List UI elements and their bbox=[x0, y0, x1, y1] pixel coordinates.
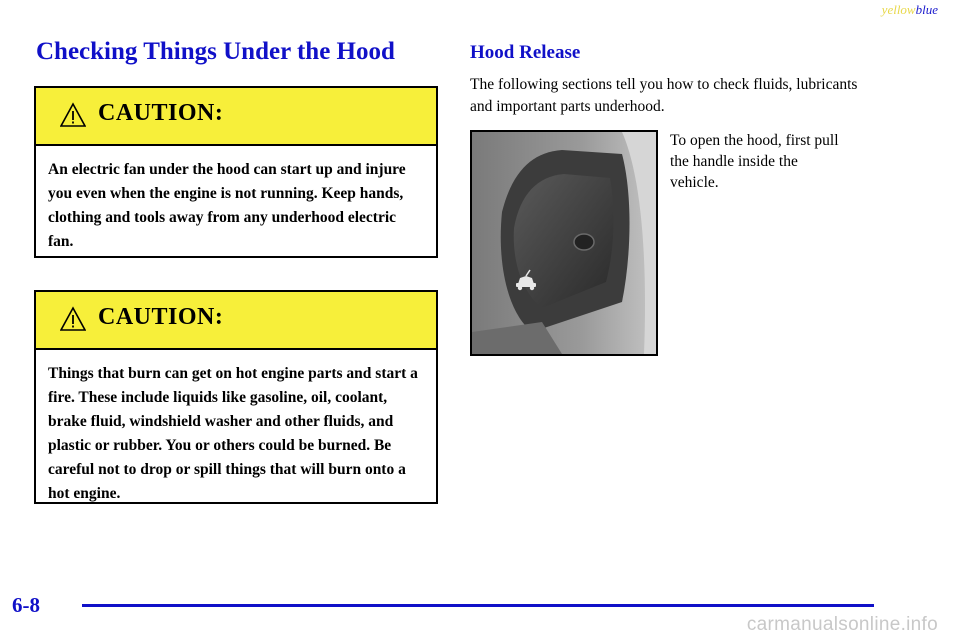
hood-release-handle-photo bbox=[470, 130, 658, 356]
photo-caption: To open the hood, first pull the handle inside the vehicle. bbox=[670, 132, 839, 191]
caution-header bbox=[36, 88, 436, 146]
corner-color-tag bbox=[882, 2, 938, 18]
caution-header bbox=[36, 292, 436, 350]
section-intro: The following sections tell you how to check fluids, lubricants and important parts underhood. bbox=[470, 76, 858, 115]
warning-triangle-icon bbox=[60, 306, 86, 332]
caution-box-fan bbox=[34, 86, 438, 258]
footer-rule bbox=[82, 604, 874, 607]
watermark-text: carmanualsonline.info bbox=[746, 614, 938, 635]
caution-heading: CAUTION: bbox=[98, 100, 224, 126]
caution-box-fire bbox=[34, 290, 438, 504]
caution-text: An electric fan under the hood can start up and injure you even when the engine is not running. Keep hands, clothing and tools away from any underhood electric fan. bbox=[48, 161, 406, 250]
page-number: 6-8 bbox=[12, 593, 40, 617]
corner-tag-yellow: yellow bbox=[881, 2, 916, 17]
corner-tag-blue: blue bbox=[915, 2, 938, 17]
section-title-hood-release: Hood Release bbox=[470, 42, 581, 63]
caution-text: Things that burn can get on hot engine parts and start a fire. These include liquids like gasoline, oil, coolant, brake fluid, windshield washer and other fluids, and plastic or rubber. You or others could be burned. Be careful not to drop or spill things that will burn onto a hot engine. bbox=[48, 365, 418, 502]
caution-heading: CAUTION: bbox=[98, 304, 224, 330]
warning-triangle-icon bbox=[60, 102, 86, 128]
hood-release-handle-illustration bbox=[472, 132, 656, 354]
page-title: Checking Things Under the Hood bbox=[36, 38, 395, 65]
